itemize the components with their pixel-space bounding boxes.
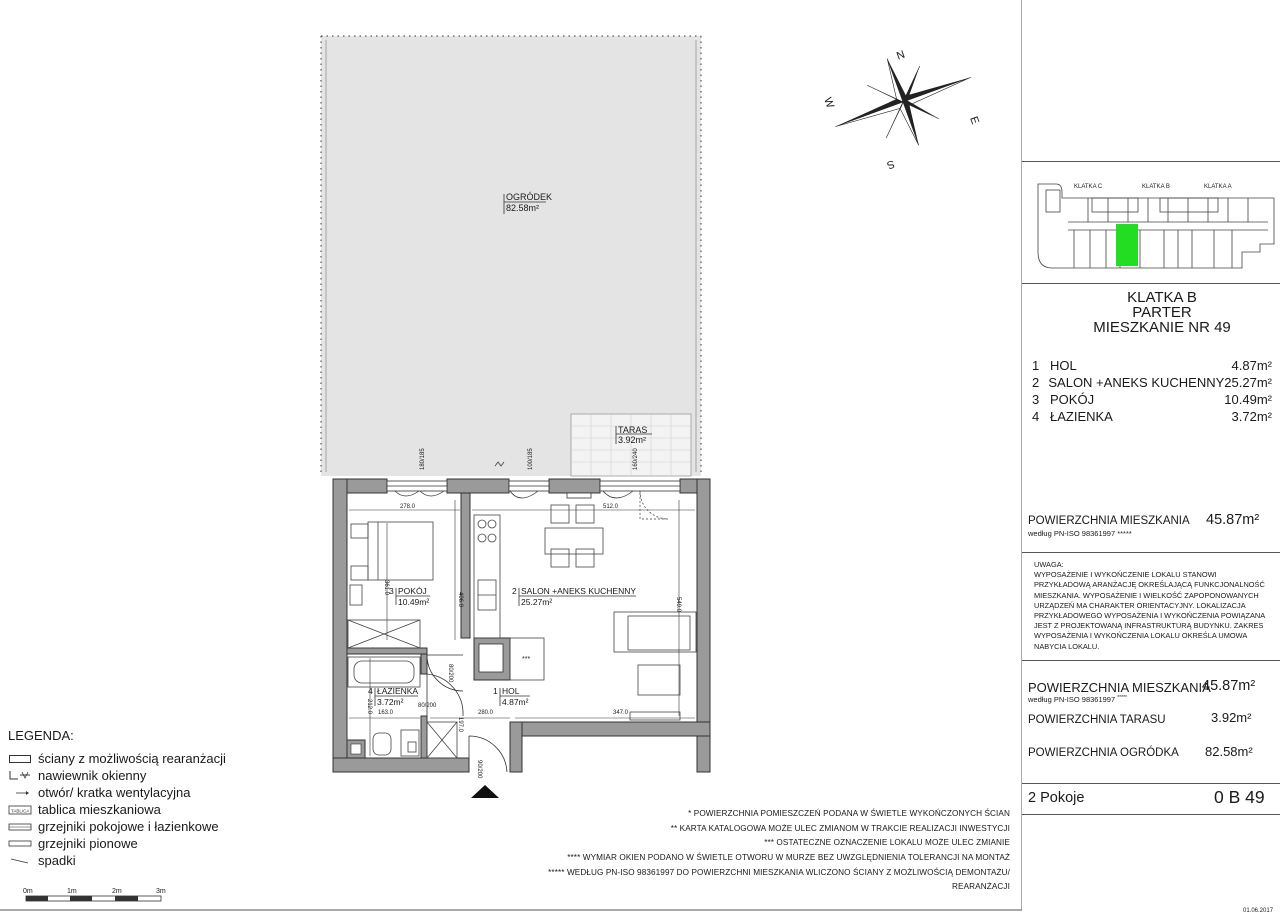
vertical-radiator-icon (8, 838, 32, 850)
dim-hall-right-width: 347.0 (613, 710, 629, 716)
compass-w: W (821, 95, 837, 110)
key-plan-label-b: KLATKA B (1142, 184, 1170, 190)
room-label-bedroom (389, 586, 430, 607)
apartment-title (1022, 290, 1280, 335)
hall-no: 1 (493, 686, 498, 696)
bathroom-area: 3.72m² (377, 697, 404, 707)
legend-item: grzejniki pokojowe i łazienkowe (8, 818, 226, 835)
room-row: 2 SALON +ANEKS KUCHENNY 25.27m² (1032, 375, 1272, 390)
windows (387, 481, 680, 498)
window-label-bedroom: 180/185 (420, 448, 426, 470)
dim-living-width: 512.0 (603, 504, 619, 510)
living-area: 25.27m² (521, 597, 553, 607)
footnote: ***** WEDŁUG PN-ISO 98361997 DO POWIERZCHNI MIESZKANIA WLICZONO ŚCIANY Z MOŻLIWOŚCIĄ DEMONTAŻU/ (548, 867, 1010, 877)
scale-label-1: 1m (67, 888, 77, 895)
svg-text:TABLICA: TABLICA (11, 808, 30, 813)
door-label-entrance: 90/200 (476, 760, 482, 779)
apartment-walls (333, 479, 710, 772)
floor-label: PARTER (1132, 304, 1192, 321)
dim-living-height: 549.0 (675, 597, 681, 613)
bedroom-name: POKÓJ (398, 586, 427, 596)
terrace-surface-value: 3.92m² (1211, 710, 1252, 725)
legend (8, 728, 226, 869)
bedroom-no: 3 (389, 586, 394, 596)
garden-surface-label: POWIERZCHNIA OGRÓDKA (1028, 747, 1179, 759)
room-label-living (512, 586, 636, 607)
room-row: 4 ŁAZIENKA 3.72m² (1032, 409, 1272, 424)
dim-bedroom-height: 361.0 (383, 580, 389, 596)
door-label-bathroom: 80/200 (418, 703, 437, 709)
summary-value: 45.87m² (1202, 678, 1256, 694)
surface-label: POWIERZCHNIA MIESZKANIA (1028, 515, 1190, 527)
window-label-living: 100/185 (528, 448, 534, 470)
bathroom-no: 4 (368, 686, 373, 696)
window-label-terrace-door: 160/240 (633, 448, 639, 470)
entrance-arrow-icon (471, 785, 499, 798)
door-label-bedroom: 80/200 (447, 664, 453, 683)
terrace-area-value: 3.92m² (618, 435, 647, 445)
dim-bedroom-width: 278.0 (400, 504, 416, 510)
footnote: ** KARTA KATALOGOWA MOŻE ULEC ZMIANOM W TRAKCIE REALIZACJI INWESTYCJI (670, 823, 1010, 833)
apartment-highlight (1116, 224, 1138, 266)
summary-norm: według PN-ISO 98361997 ***** (1028, 695, 1127, 704)
footnote: * POWIERZCHNIA POMIESZCZEŃ PODANA W ŚWIETLE WYKOŃCZONYCH ŚCIAN (688, 809, 1010, 818)
info-panel (1022, 0, 1280, 910)
compass-e: E (967, 114, 981, 126)
scale-label-0: 0m (23, 888, 33, 895)
scale-label-2: 2m (112, 888, 122, 895)
garden-name: OGRÓDEK (506, 192, 553, 202)
key-plan-label-a: KLATKA A (1204, 184, 1232, 190)
footnotes (450, 807, 1010, 892)
footnote: *** OSTATECZNE OZNACZENIE LOKALU MOŻE ULEC ZMIANIE (764, 838, 1010, 848)
trickle-vent-icon (8, 770, 32, 782)
note-block: UWAGA: WYPOSAŻENIE I WYKOŃCZENIE LOKALU STANOWI PRZYKŁADOWĄ ARANŻACJĘ OKREŚLAJĄCĄ FUNKCJONALNOŚĆ MIESZKANIA. WYPOSAŻENIE I WIELKOŚĆ ZAPOPONOWANYCH URZĄDZEŃ MA CHARAKTER ORIENTACYJNY. LOKALIZACJA PRZYKŁADOWEGO WYPOSAŻENIA I WYKOŃCZENIA POWIĄZANA JEST Z PROJEKTOWANĄ INFRASTRUKTURĄ BUDYNKU. ZAKRES WYPOSAŻENIA I WYKOŃCZENIA LOKALU OKREŚLA UMOWA NABYCIA LOKALU. (1034, 560, 1274, 652)
rooms-count: 2 Pokoje (1028, 790, 1085, 806)
note-title: UWAGA: (1034, 560, 1064, 569)
surface-value: 45.87m² (1206, 512, 1260, 528)
date-stamp: 01.06.2017 (1243, 908, 1274, 914)
dim-hall-width: 280.0 (478, 710, 494, 716)
legend-item: nawiewnik okienny (8, 767, 226, 784)
legend-title: LEGENDA: (8, 728, 74, 743)
terrace-area (571, 414, 691, 476)
dim-hall-height: 197.0 (457, 717, 463, 733)
apartment-number: MIESZKANIE NR 49 (1093, 319, 1231, 336)
bedroom-furniture (348, 522, 433, 648)
key-plan-label-c: KLATKA C (1074, 184, 1103, 190)
bedroom-area: 10.49m² (398, 597, 430, 607)
dim-bath-height: 212.0 (366, 699, 372, 715)
key-plan (1028, 168, 1278, 276)
compass-s: S (885, 157, 897, 171)
klatka-label: KLATKA B (1127, 289, 1197, 306)
terrace-name: TARAS (618, 425, 648, 435)
scale-bar (23, 888, 166, 901)
surface-norm: według PN-ISO 98361997 ***** (1028, 529, 1132, 538)
garden-area (321, 36, 701, 476)
garden-surface-value: 82.58m² (1205, 744, 1253, 759)
wall-swatch-icon (8, 753, 32, 765)
room-label-bathroom (368, 686, 418, 707)
living-no: 2 (512, 586, 517, 596)
legend-item: grzejniki pionowe (8, 835, 226, 852)
bathroom-name: ŁAZIENKA (377, 686, 419, 696)
dim-bath-width: 163.0 (378, 710, 394, 716)
legend-item: spadki (8, 852, 226, 869)
footnote: REARANŻACJI (952, 881, 1010, 891)
vent-arrow-icon (8, 787, 32, 799)
slope-icon (8, 855, 32, 867)
terrace-surface-label: POWIERZCHNIA TARASU (1028, 714, 1166, 726)
living-name: SALON +ANEKS KUCHENNY (521, 586, 637, 596)
scale-label-3: 3m (156, 888, 166, 895)
stove-mark: *** (522, 656, 531, 663)
compass-n: N (894, 47, 907, 62)
apartment-board-icon (8, 804, 32, 816)
footnote: **** WYMIAR OKIEN PODANO W ŚWIETLE OTWORU W MURZE BEZ UWZGLĘDNIENIA TOLERANCJI NA MONTAŻ (567, 853, 1010, 863)
dim-partition-height: 406.0 (457, 592, 463, 608)
hall-area: 4.87m² (502, 697, 529, 707)
hall-name: HOL (502, 686, 520, 696)
room-row: 1 HOL 4.87m² (1032, 358, 1272, 373)
legend-item: TABLICA tablica mieszkaniowa (8, 801, 226, 818)
room-label-hall (493, 686, 530, 707)
room-list (1032, 357, 1272, 425)
legend-item: ściany z możliwością rearanżacji (8, 750, 226, 767)
apartment-code: 0 B 49 (1214, 787, 1265, 807)
summary-label: POWIERZCHNIA MIESZKANIA (1028, 680, 1211, 695)
room-row: 3 POKÓJ 10.49m² (1032, 392, 1272, 407)
legend-item: otwór/ kratka wentylacyjna (8, 784, 226, 801)
garden-area-value: 82.58m² (506, 203, 540, 213)
radiator-icon (8, 821, 32, 833)
